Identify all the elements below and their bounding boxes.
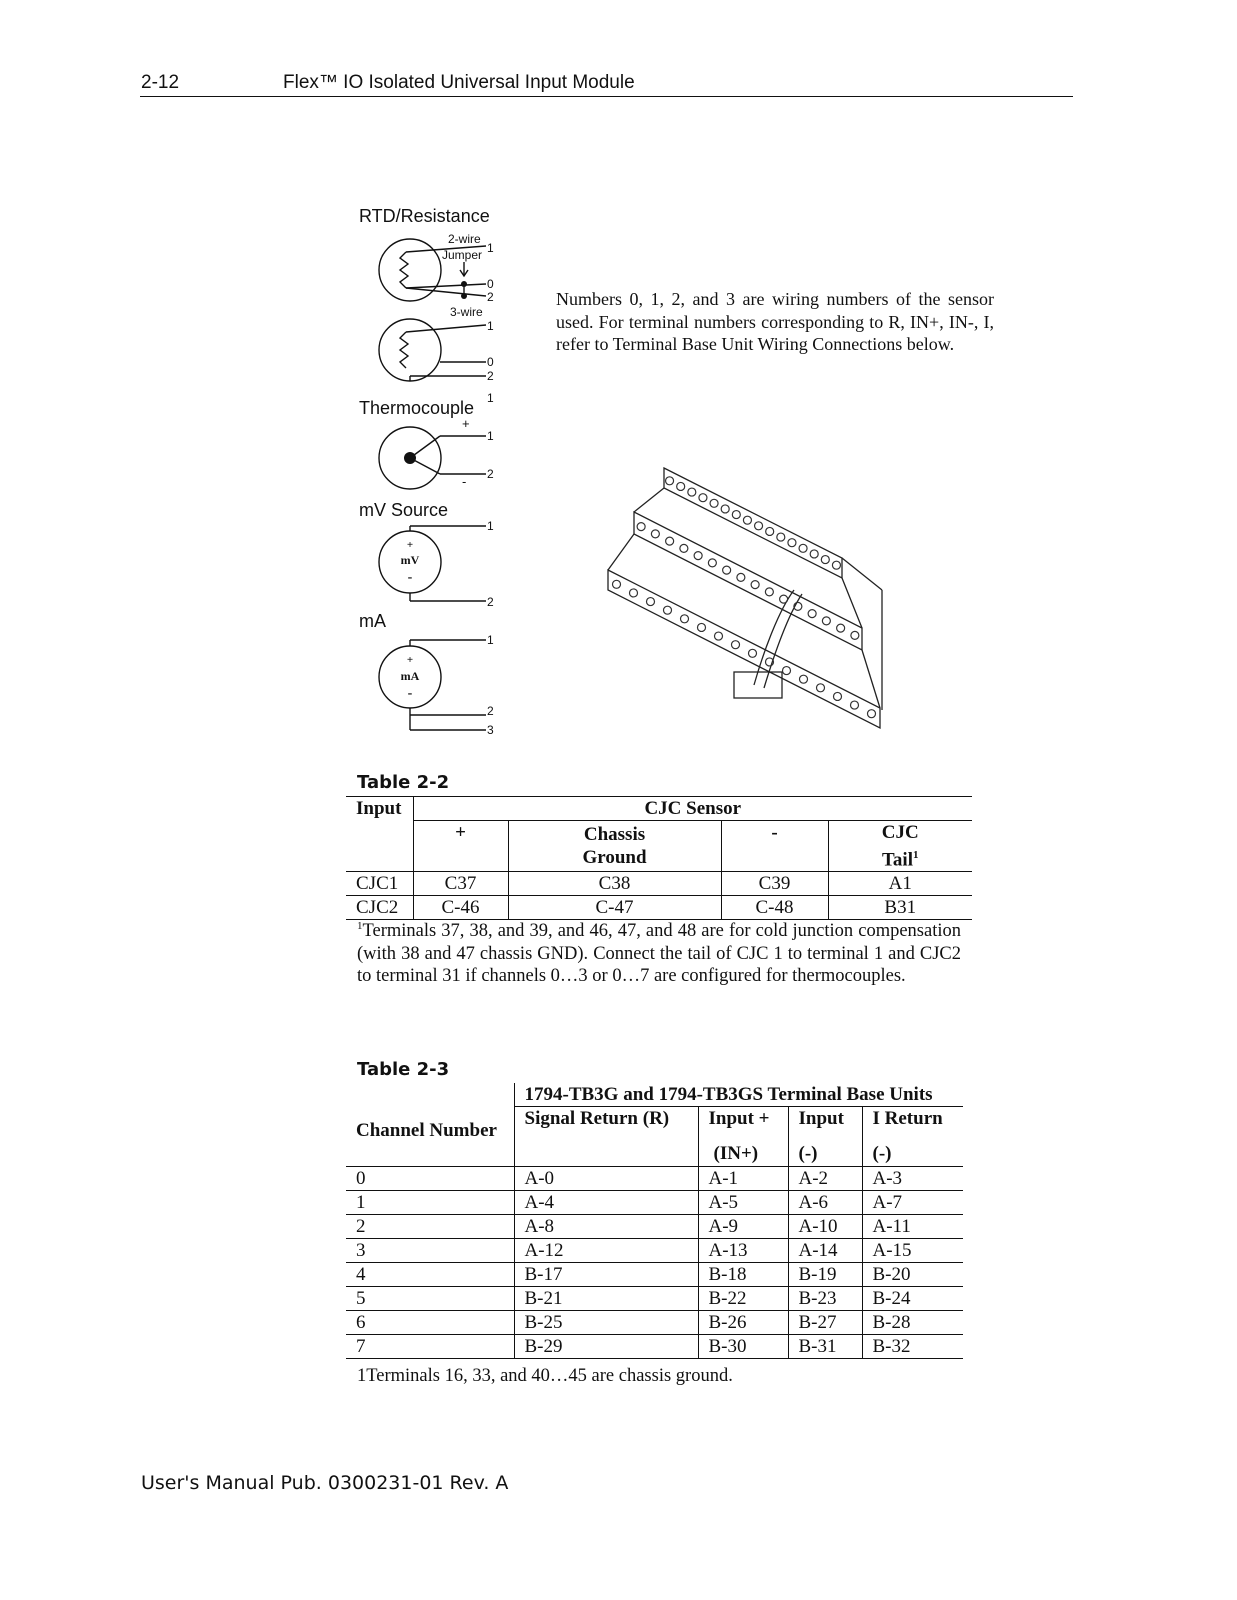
table-cell: B-28 <box>862 1310 963 1334</box>
svg-text:1: 1 <box>487 241 494 255</box>
table-row <box>346 1310 963 1334</box>
table-cell: B-19 <box>788 1262 862 1286</box>
svg-text:+: + <box>462 416 470 431</box>
screw-terminal <box>630 589 638 597</box>
col-minus-header: - <box>721 821 828 872</box>
screw-terminal <box>832 561 840 569</box>
screw-terminal <box>837 624 845 632</box>
table-cell: B-30 <box>698 1334 788 1358</box>
svg-text:-: - <box>407 570 413 585</box>
svg-text:2: 2 <box>487 369 494 383</box>
table-cell: A-0 <box>514 1166 698 1190</box>
screw-terminal <box>765 588 773 596</box>
screw-terminal <box>694 552 702 560</box>
svg-text:3: 3 <box>487 723 494 737</box>
table-cell: B-26 <box>698 1310 788 1334</box>
table-row <box>346 1190 963 1214</box>
terminal-base-unit-image <box>604 460 886 730</box>
table-cell: A-8 <box>514 1214 698 1238</box>
screw-terminal <box>800 675 808 683</box>
table-cell: B-22 <box>698 1286 788 1310</box>
table-cell: 3 <box>346 1238 514 1262</box>
screw-terminal <box>666 477 674 485</box>
screw-terminal <box>851 631 859 639</box>
screw-terminal <box>681 615 689 623</box>
wiring-note: Numbers 0, 1, 2, and 3 are wiring numbers of the sensor used. For terminal numbers corresponding to R, IN+, IN-, I, refer to Terminal Base Unit Wiring Connections below. <box>556 289 994 354</box>
table-cell: A-6 <box>788 1190 862 1214</box>
terminal-base-table: 1794-TB3G and 1794-TB3GS Terminal Base Units Channel Number Signal Return (R) Input + Input I Return (IN+) (-) (-) 0 A-0 A-1 A-2 A-3 1 A-4 A-5 A-6 A-7 2 A-8 A-9 A-10 A-11 3 A-12 A-13 A-14 A-15 4 B-17 B-18 B-19 B-20 5 B-21 B-22 B-23 B-24 6 B-25 B-26 B-27 B-28 7 B-29 B-30 B-31 B-32 <box>346 1083 963 1359</box>
col-signal-return-header: Signal Return (R) <box>514 1107 698 1142</box>
table-cell: A-12 <box>514 1238 698 1262</box>
screw-terminal <box>677 482 685 490</box>
sensor-wiring-diagram <box>350 200 530 745</box>
table-cell: A-9 <box>698 1214 788 1238</box>
table-cell: A-11 <box>862 1214 963 1238</box>
screw-terminal <box>743 516 751 524</box>
running-title: Flex™ IO Isolated Universal Input Module <box>283 72 635 93</box>
table-cell: B-32 <box>862 1334 963 1358</box>
table-2-2-caption: Table 2-2 <box>357 772 450 793</box>
table-cell: 2 <box>346 1214 514 1238</box>
svg-text:1: 1 <box>487 319 494 333</box>
screw-terminal <box>721 505 729 513</box>
screw-terminal <box>780 595 788 603</box>
svg-text:0: 0 <box>487 277 494 291</box>
screw-terminal <box>821 556 829 564</box>
screw-terminal <box>637 523 645 531</box>
table-2-3-footnote: 1Terminals 16, 33, and 40…45 are chassis ground. <box>357 1366 733 1386</box>
screw-terminal <box>613 580 621 588</box>
screw-terminal <box>868 710 876 718</box>
table-cell: A-5 <box>698 1190 788 1214</box>
screw-terminal <box>651 530 659 538</box>
svg-text:2: 2 <box>487 704 494 718</box>
svg-text:-: - <box>407 686 413 701</box>
ma-symbol: mA <box>400 669 420 683</box>
col-input-minus-header: Input <box>788 1107 862 1142</box>
table-row <box>346 1214 963 1238</box>
screw-terminal <box>688 488 696 496</box>
screw-terminal <box>749 649 757 657</box>
jumper-label: Jumper <box>442 248 483 262</box>
svg-text:1: 1 <box>487 391 494 405</box>
page-number: 2-12 <box>141 72 180 93</box>
table-cell: B-18 <box>698 1262 788 1286</box>
terminal-base-units-header: 1794-TB3G and 1794-TB3GS Terminal Base Units <box>514 1083 963 1107</box>
header-rule <box>140 96 1073 97</box>
table-2-3-caption: Table 2-3 <box>357 1059 450 1080</box>
screw-terminal <box>710 499 718 507</box>
screw-terminal <box>817 684 825 692</box>
table-cell: A-1 <box>698 1166 788 1190</box>
table-cell: 4 <box>346 1262 514 1286</box>
col-cjc-tail-header: CJC Tail$^1$ <box>828 821 972 872</box>
table-cell: 7 <box>346 1334 514 1358</box>
table-cell: A-15 <box>862 1238 963 1262</box>
svg-text:+: + <box>406 654 414 666</box>
screw-terminal <box>822 617 830 625</box>
screw-terminal <box>755 522 763 530</box>
col-input-plus-header: Input + <box>698 1107 788 1142</box>
mv-symbol: mV <box>400 553 420 567</box>
thermocouple-title: Thermocouple <box>359 398 475 418</box>
svg-text:1: 1 <box>487 429 494 443</box>
screw-terminal <box>680 544 688 552</box>
screw-terminal <box>732 641 740 649</box>
table-cell: A-7 <box>862 1190 963 1214</box>
screw-terminal <box>666 537 674 545</box>
svg-text:+: + <box>406 539 414 551</box>
table-2-2-footnote: $^1$Terminals 37, 38, and 39, and 46, 47, and 48 are for cold junction compensation (with 38 and 47 chassis GND). Connect the tail of CJC 1 to terminal 1 and CJC2 to terminal 31 if channels 0…3 or 0…7 are configured for thermocouples. <box>357 920 961 987</box>
page-footer: User's Manual Pub. 0300231-01 Rev. A <box>141 1472 509 1494</box>
table-cell: B-31 <box>788 1334 862 1358</box>
screw-terminal <box>788 539 796 547</box>
svg-text:2: 2 <box>487 290 494 304</box>
screw-terminal <box>808 610 816 618</box>
table-cell: A-10 <box>788 1214 862 1238</box>
screw-terminal <box>766 527 774 535</box>
table-cell: 0 <box>346 1166 514 1190</box>
screw-terminal <box>777 533 785 541</box>
screw-terminal <box>737 573 745 581</box>
table-cell: A-4 <box>514 1190 698 1214</box>
screw-terminal <box>810 550 818 558</box>
screw-terminal <box>851 701 859 709</box>
svg-text:1: 1 <box>487 633 494 647</box>
table-cell: B-17 <box>514 1262 698 1286</box>
col-input-header: Input <box>346 797 413 821</box>
table-cell: B-20 <box>862 1262 963 1286</box>
col-chassis-ground-header: Chassis Ground <box>508 821 721 872</box>
table-row <box>346 1286 963 1310</box>
screw-terminal <box>732 511 740 519</box>
svg-text:1: 1 <box>487 519 494 533</box>
table-cell: 5 <box>346 1286 514 1310</box>
table-cell: B-24 <box>862 1286 963 1310</box>
table-cell: 1 <box>346 1190 514 1214</box>
svg-text:2: 2 <box>487 467 494 481</box>
svg-text:-: - <box>462 474 467 489</box>
table-cell: B-25 <box>514 1310 698 1334</box>
table-row <box>346 1238 963 1262</box>
two-wire-label: 2-wire <box>448 232 481 246</box>
table-cell: B-21 <box>514 1286 698 1310</box>
screw-terminal <box>664 606 672 614</box>
table-cell: A-13 <box>698 1238 788 1262</box>
screw-terminal <box>647 598 655 606</box>
col-i-return-header: I Return <box>872 1108 943 1129</box>
table-cell: A-2 <box>788 1166 862 1190</box>
table-cell: B-29 <box>514 1334 698 1358</box>
col-cjc-sensor-header: CJC Sensor <box>413 797 972 821</box>
screw-terminal <box>751 581 759 589</box>
screw-terminal <box>783 667 791 675</box>
svg-text:2: 2 <box>487 595 494 609</box>
mv-source-title: mV Source <box>359 500 449 520</box>
table-cell: A-3 <box>862 1166 963 1190</box>
table-row <box>346 1334 963 1358</box>
col-channel-number-header: Channel Number <box>346 1107 514 1142</box>
screw-terminal <box>723 566 731 574</box>
screw-terminal <box>708 559 716 567</box>
cjc-sensor-table <box>346 796 972 920</box>
table-row <box>346 1166 963 1190</box>
table-cell: A-14 <box>788 1238 862 1262</box>
ma-title: mA <box>359 611 386 631</box>
table-row: CJC2 C-46 C-47 C-48 B31 <box>346 896 972 920</box>
col-plus-header: + <box>413 821 508 872</box>
table-cell: B-23 <box>788 1286 862 1310</box>
svg-text:0: 0 <box>487 355 494 369</box>
screw-terminal <box>698 623 706 631</box>
three-wire-label: 3-wire <box>450 305 483 319</box>
table-row: CJC1 C37 C38 C39 A1 <box>346 872 972 896</box>
table-cell: B-27 <box>788 1310 862 1334</box>
rtd-title: RTD/Resistance <box>359 206 490 226</box>
screw-terminal <box>799 544 807 552</box>
table-cell: 6 <box>346 1310 514 1334</box>
screw-terminal <box>699 494 707 502</box>
screw-terminal <box>715 632 723 640</box>
table-row <box>346 1262 963 1286</box>
screw-terminal <box>834 692 842 700</box>
